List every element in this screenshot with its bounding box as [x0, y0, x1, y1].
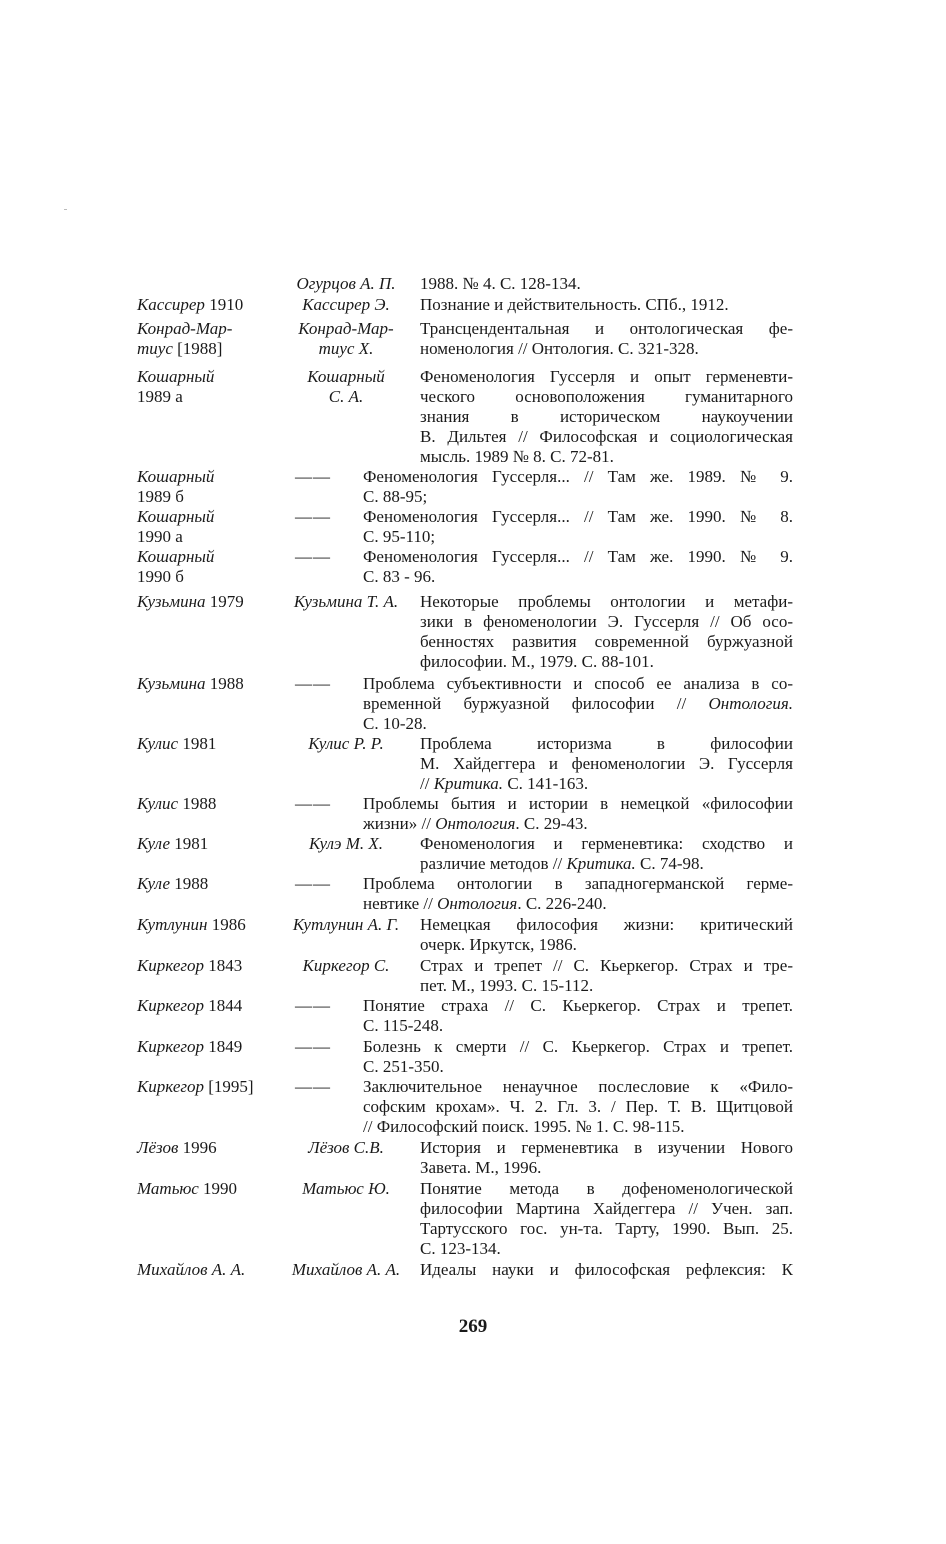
- entry-text: Страх и трепет // С. Кьеркегор. Страх и тре- пет. М., 1993. С. 15-112.: [420, 956, 793, 995]
- entry-author: Кулэ М. Х.: [308, 834, 384, 853]
- ditto-dash: ——: [295, 996, 331, 1015]
- entry-text: Понятие метода в дофеноменологической философии Мартина Хайдеггера // Учен. зап. Тартусского гос. ун-та. Тарту, 1990. Вып. 25. С. 123-134.: [420, 1179, 793, 1258]
- entry-text: Понятие страха // С. Кьеркегор. Страх и трепет. С. 115-248.: [363, 996, 793, 1035]
- entry-text: Идеалы науки и философская рефлексия: К: [420, 1260, 793, 1279]
- entry-author: Михайлов А. А.: [291, 1260, 401, 1279]
- entry-text: 1988. № 4. С. 128-134.: [420, 274, 581, 293]
- entry-key: Кассирер 1910: [137, 295, 244, 314]
- entry-author: Кулис Р. Р.: [308, 734, 384, 753]
- entry-text: Феноменология Гуссерля... // Там же. 1990. № 9. С. 83 - 96.: [363, 547, 793, 586]
- entry-text: Проблемы бытия и истории в немецкой «философии жизни» // Онтология. С. 29-43.: [363, 794, 793, 833]
- entry-text: Феноменология Гуссерля... // Там же. 1990. № 8. С. 95-110;: [363, 507, 793, 546]
- ditto-dash: ——: [295, 467, 331, 486]
- page-number: 269: [458, 1316, 488, 1337]
- entry-author: Огурцов А. П.: [296, 274, 396, 293]
- entry-text: Проблема субъективности и способ ее анализа в со- временной буржуазной философии // Онтология. С. 10-28.: [363, 674, 793, 733]
- entry-author: Кассирер Э.: [302, 295, 390, 314]
- entry-key: Киркегор 1843: [137, 956, 243, 975]
- entry-key: Кузьмина 1979: [137, 592, 244, 611]
- entry-text: Некоторые проблемы онтологии и метафи- зики в феноменологии Э. Гуссерля // Об осо- бенностях развития современной буржуазной философии. М., 1979. С. 88-101.: [420, 592, 793, 671]
- entry-key: Кузьмина 1988: [137, 674, 244, 693]
- ditto-dash: ——: [295, 1037, 331, 1056]
- entry-key: Лёзов 1996: [137, 1138, 217, 1157]
- entry-text: Феноменология Гуссерля... // Там же. 1989. № 9. С. 88-95;: [363, 467, 793, 506]
- entry-text-line: различие методов // Критика. С. 74-98.: [420, 854, 704, 873]
- entry-key: Кулис 1988: [137, 794, 217, 813]
- entry-text: Заключительное ненаучное послесловие к «Фило- софским крохам». Ч. 2. Гл. 3. / Пер. Т. В. Щитцовой // Философский поиск. 1995. № 1. С. 98-115.: [363, 1077, 793, 1136]
- scan-speck: [64, 209, 67, 210]
- entry-text: Феноменология и герменевтика: сходство и различие методов // Критика. С. 74-98.: [420, 834, 793, 873]
- entry-text: Проблема онтологии в западногерманской герме- невтике // Онтология. С. 226-240.: [363, 874, 793, 913]
- entry-author: Киркегор С.: [302, 956, 390, 975]
- entry-text: Проблема историзма в философии М. Хайдеггера и феноменологии Э. Гуссерля // Критика. С. 141-163.: [420, 734, 793, 793]
- entry-key: Конрад-Мар- тиус [1988]: [137, 319, 233, 358]
- entry-text-line: временной буржуазной философии // Онтология.: [363, 694, 793, 713]
- entry-key: Кошарный 1990 б: [137, 547, 215, 586]
- entry-author: Матьюс Ю.: [302, 1179, 390, 1198]
- entry-author: Кузьмина Т. А.: [293, 592, 399, 611]
- entry-text: Трансцендентальная и онтологическая фе- номенология // Онтология. С. 321-328.: [420, 319, 793, 358]
- entry-author: Кутлунин А. Г.: [292, 915, 400, 934]
- ditto-dash: ——: [295, 547, 331, 566]
- entry-text-line: жизни» // Онтология. С. 29-43.: [363, 814, 588, 833]
- entry-key: Киркегор 1849: [137, 1037, 243, 1056]
- ditto-dash: ——: [295, 874, 331, 893]
- ditto-dash: ——: [295, 674, 331, 693]
- ditto-dash: ——: [295, 507, 331, 526]
- entry-key: Куле 1981: [137, 834, 209, 853]
- entry-text: Немецкая философия жизни: критический очерк. Иркутск, 1986.: [420, 915, 793, 954]
- entry-text-line: невтике // Онтология. С. 226-240.: [363, 894, 607, 913]
- entry-key: Кошарный 1990 а: [137, 507, 215, 546]
- ditto-dash: ——: [295, 794, 331, 813]
- entry-key: Кошарный 1989 б: [137, 467, 215, 506]
- entry-text-line: номенология // Онтология. С. 321-328.: [420, 339, 699, 358]
- entry-author: Лёзов С.В.: [308, 1138, 384, 1157]
- entry-text: История и герменевтика в изучении Нового Завета. М., 1996.: [420, 1138, 793, 1177]
- entry-text-line: // Критика. С. 141-163.: [420, 774, 589, 793]
- ditto-dash: ——: [295, 1077, 331, 1096]
- entry-key: Киркегор 1844: [137, 996, 243, 1015]
- entry-key: Кулис 1981: [137, 734, 217, 753]
- entry-text: Болезнь к смерти // С. Кьеркегор. Страх и трепет. С. 251-350.: [363, 1037, 793, 1076]
- entry-author: Конрад-Мар- тиус Х.: [298, 319, 394, 358]
- entry-key: Куле 1988: [137, 874, 209, 893]
- entry-text: Познание и действительность. СПб., 1912.: [420, 295, 729, 314]
- entry-key: Матьюс 1990: [137, 1179, 237, 1198]
- entry-key: Киркегор [1995]: [137, 1077, 254, 1096]
- entry-key: Кутлунин 1986: [137, 915, 246, 934]
- entry-text: Феноменология Гуссерля и опыт герменевти- ческого основоположения гуманитарного знания в историческом наукоучении В. Дильтея // Философская и социологическая мысль. 1989 № 8. С. 72-81.: [420, 367, 793, 466]
- entry-author: Кошарный С. А.: [307, 367, 385, 406]
- entry-key: Кошарный 1989 а: [137, 367, 215, 406]
- entry-key: Михайлов А. А.: [137, 1260, 246, 1279]
